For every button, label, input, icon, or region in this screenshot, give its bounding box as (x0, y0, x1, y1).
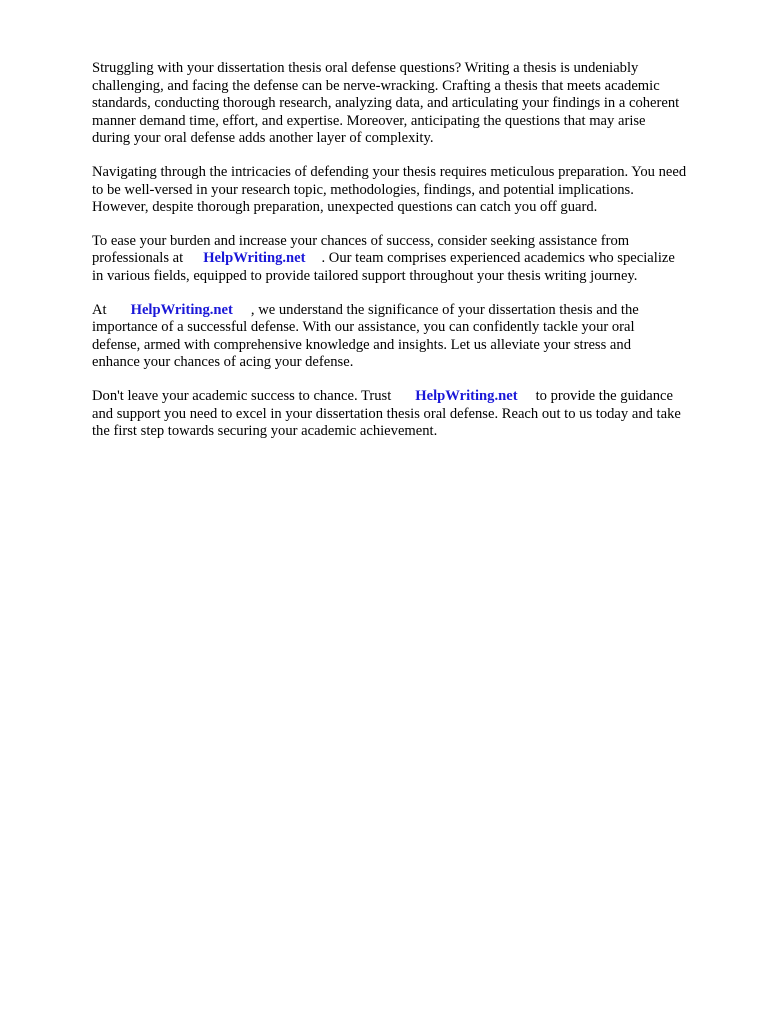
document-page (92, 60, 732, 457)
text-line: To ease your burden and increase your chances of success, consider seeking assistance from (92, 232, 630, 249)
text-segment: At (92, 301, 107, 318)
text-line: and support you need to excel in your dissertation thesis oral defense. Reach out to us today and take (92, 405, 681, 422)
text-line: in various fields, equipped to provide tailored support throughout your thesis writing journey. (92, 267, 638, 284)
paragraph-call-to-action (92, 388, 732, 441)
paragraph-understanding (92, 302, 732, 372)
text-segment: , we understand the significance of your dissertation thesis and the (250, 301, 639, 318)
text-line: standards, conducting thorough research, analyzing data, and articulating your findings in a coherent (92, 95, 680, 112)
paragraph-assistance (92, 233, 732, 286)
text-segment: . Our team comprises experienced academics who specialize (321, 250, 675, 267)
paragraph-intro (92, 60, 732, 148)
text-line: However, despite thorough preparation, unexpected questions can catch you off guard. (92, 199, 598, 216)
text-line: to be well-versed in your research topic, methodologies, findings, and potential implications. (92, 181, 634, 198)
text-line: importance of a successful defense. With our assistance, you can confidently tackle your oral (92, 319, 635, 336)
text-line (92, 388, 732, 406)
text-line: manner demand time, effort, and expertise. Moreover, anticipating the questions that may arise (92, 112, 646, 129)
text-line: challenging, and facing the defense can be nerve-wracking. Crafting a thesis that meets academic (92, 77, 660, 94)
helpwriting-link[interactable]: HelpWriting.net (203, 250, 306, 267)
text-line (92, 250, 732, 268)
text-line: Navigating through the intricacies of defending your thesis requires meticulous preparation. You need (92, 163, 687, 180)
text-line: the first step towards securing your academic achievement. (92, 423, 438, 440)
text-line: defense, armed with comprehensive knowledge and insights. Let us alleviate your stress and (92, 336, 632, 353)
paragraph-preparation (92, 164, 732, 217)
helpwriting-link[interactable]: HelpWriting.net (415, 387, 518, 404)
helpwriting-link[interactable]: HelpWriting.net (130, 301, 233, 318)
text-line: during your oral defense adds another layer of complexity. (92, 130, 434, 147)
text-segment: Don't leave your academic success to chance. Trust (92, 387, 392, 404)
text-segment: to provide the guidance (535, 387, 673, 404)
text-line (92, 302, 732, 320)
text-segment: professionals at (92, 250, 184, 267)
text-line: enhance your chances of acing your defense. (92, 354, 354, 371)
text-line: Struggling with your dissertation thesis oral defense questions? Writing a thesis is undeniably (92, 60, 639, 76)
